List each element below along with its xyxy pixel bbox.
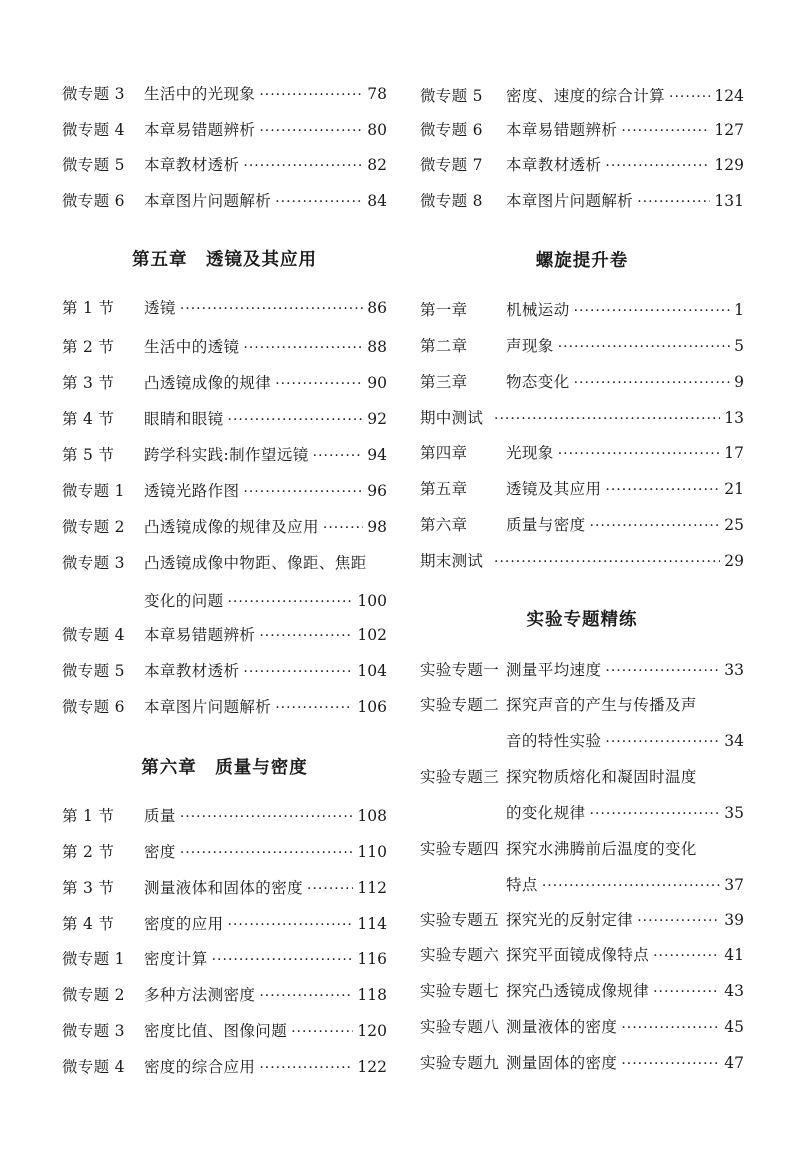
entry-page-number: 21 [724, 480, 744, 498]
entry-label: 第二章 [420, 337, 468, 355]
section-heading: 螺旋提升卷 [535, 251, 629, 271]
entry-title-continued: 的变化规律 [506, 804, 586, 822]
entry-page-number: 47 [724, 1054, 744, 1072]
entry-label: 微专题 7 [420, 156, 483, 174]
entry-page-number: 104 [357, 662, 387, 680]
entry-label: 微专题 6 [62, 698, 125, 716]
entry-page-number: 82 [367, 156, 387, 174]
entry-label: 第 1 节 [62, 807, 115, 825]
leader-dots [259, 626, 353, 646]
entry-title: 声现象 [506, 337, 554, 355]
entry-title: 生活中的透镜 [144, 338, 240, 356]
entry-title: 探究凸透镜成像规律 [506, 982, 650, 1000]
entry-page-number: 1 [734, 301, 744, 319]
entry-title: 本章教材透析 [144, 156, 240, 174]
entry-label: 微专题 3 [62, 554, 125, 572]
leader-dots [291, 1022, 353, 1042]
entry-title: 本章图片问题解析 [506, 192, 634, 210]
entry-page-number: 33 [724, 661, 744, 679]
entry-label: 期末测试 [420, 552, 484, 570]
section-heading: 实验专题精练 [526, 610, 638, 630]
entry-title: 凸透镜成像的规律 [144, 374, 272, 392]
entry-title: 本章教材透析 [144, 662, 240, 680]
entry-page-number: 118 [357, 986, 387, 1004]
entry-label: 第 3 节 [62, 879, 115, 897]
section-heading: 第五章 透镜及其应用 [132, 250, 317, 270]
entry-label: 第 2 节 [62, 843, 115, 861]
entry-label: 微专题 3 [62, 1022, 125, 1040]
entry-page-number: 35 [724, 804, 744, 822]
entry-label: 实验专题九 [420, 1054, 500, 1072]
entry-title: 探究平面镜成像特点 [506, 946, 650, 964]
leader-dots [605, 480, 720, 500]
entry-label: 微专题 5 [62, 156, 125, 174]
leader-dots [494, 409, 720, 429]
entry-page-number: 86 [367, 299, 387, 317]
entry-page-number: 96 [367, 482, 387, 500]
entry-title: 密度比值、图像问题 [144, 1022, 288, 1040]
entry-page-number: 9 [734, 373, 744, 391]
entry-page-number: 110 [357, 843, 387, 861]
entry-title: 凸透镜成像的规律及应用 [144, 518, 319, 536]
leader-dots [259, 121, 363, 141]
leader-dots [558, 444, 721, 464]
entry-label: 微专题 1 [62, 950, 125, 968]
leader-dots [243, 482, 363, 502]
leader-dots [653, 946, 720, 966]
entry-label: 实验专题七 [420, 982, 500, 1000]
entry-label: 实验专题八 [420, 1018, 500, 1036]
entry-title: 本章教材透析 [506, 156, 602, 174]
entry-page-number: 127 [714, 121, 744, 139]
entry-label: 第 2 节 [62, 338, 115, 356]
entry-page-number: 100 [357, 592, 387, 610]
entry-page-number: 122 [357, 1058, 387, 1076]
leader-dots [259, 1058, 353, 1078]
leader-dots [275, 698, 353, 718]
entry-page-number: 98 [367, 518, 387, 536]
leader-dots [494, 552, 720, 572]
entry-page-number: 41 [724, 946, 744, 964]
entry-label: 微专题 5 [62, 662, 125, 680]
entry-label: 微专题 4 [62, 1058, 125, 1076]
entry-page-number: 25 [724, 516, 744, 534]
entry-label: 微专题 2 [62, 986, 125, 1004]
leader-dots [259, 986, 353, 1006]
leader-dots [275, 374, 363, 394]
entry-page-number: 102 [357, 626, 387, 644]
entry-title: 本章图片问题解析 [144, 698, 272, 716]
entry-label: 第四章 [420, 444, 468, 462]
entry-page-number: 131 [714, 192, 744, 210]
leader-dots [259, 85, 363, 105]
leader-dots [605, 732, 720, 752]
entry-page-number: 94 [367, 446, 387, 464]
entry-title: 光现象 [506, 444, 554, 462]
entry-label: 微专题 1 [62, 482, 125, 500]
entry-title: 透镜光路作图 [144, 482, 240, 500]
entry-label: 实验专题四 [420, 840, 500, 858]
leader-dots [605, 156, 710, 176]
entry-page-number: 88 [367, 338, 387, 356]
entry-title-continued: 特点 [506, 876, 538, 894]
entry-title: 探究光的反射定律 [506, 911, 634, 929]
entry-title: 生活中的光现象 [144, 85, 256, 103]
entry-title: 跨学科实践:制作望远镜 [144, 446, 309, 464]
leader-dots [637, 192, 710, 212]
entry-page-number: 5 [734, 337, 744, 355]
leader-dots [558, 337, 730, 357]
entry-title: 探究物质熔化和凝固时温度 [506, 768, 697, 786]
entry-label: 第 4 节 [62, 915, 115, 933]
leader-dots [180, 807, 354, 827]
leader-dots [574, 301, 731, 321]
entry-title: 测量平均速度 [506, 661, 602, 679]
leader-dots [653, 982, 720, 1002]
leader-dots [621, 1018, 720, 1038]
entry-label: 第 4 节 [62, 410, 115, 428]
entry-label: 微专题 3 [62, 85, 125, 103]
entry-label: 第 1 节 [62, 299, 115, 317]
entry-title: 质量 [144, 807, 176, 825]
entry-page-number: 78 [367, 85, 387, 103]
leader-dots [574, 373, 731, 393]
entry-page-number: 43 [724, 982, 744, 1000]
entry-title: 密度 [144, 843, 176, 861]
entry-page-number: 116 [357, 950, 387, 968]
entry-title: 眼睛和眼镜 [144, 410, 224, 428]
entry-label: 第三章 [420, 373, 468, 391]
entry-label: 实验专题二 [420, 696, 500, 714]
entry-title: 本章易错题辨析 [144, 626, 256, 644]
section-heading: 第六章 质量与密度 [141, 758, 308, 778]
leader-dots [605, 661, 720, 681]
leader-dots [180, 299, 363, 319]
leader-dots [228, 592, 354, 612]
entry-label: 微专题 6 [62, 192, 125, 210]
entry-page-number: 124 [714, 87, 744, 105]
leader-dots [180, 843, 354, 863]
entry-title: 多种方法测密度 [144, 986, 256, 1004]
leader-dots [307, 879, 353, 899]
entry-title: 本章易错题辨析 [144, 121, 256, 139]
entry-title: 测量液体的密度 [506, 1018, 618, 1036]
leader-dots [313, 446, 364, 466]
entry-page-number: 129 [714, 156, 744, 174]
entry-label: 微专题 4 [62, 626, 125, 644]
entry-title-continued: 音的特性实验 [506, 732, 602, 750]
entry-page-number: 37 [724, 876, 744, 894]
entry-page-number: 17 [724, 444, 744, 462]
entry-label: 微专题 2 [62, 518, 125, 536]
leader-dots [590, 804, 721, 824]
entry-title: 物态变化 [506, 373, 570, 391]
leader-dots [323, 518, 363, 538]
entry-label: 实验专题六 [420, 946, 500, 964]
entry-title: 本章图片问题解析 [144, 192, 272, 210]
entry-page-number: 106 [357, 698, 387, 716]
entry-title: 密度的综合应用 [144, 1058, 256, 1076]
entry-label: 第 5 节 [62, 446, 115, 464]
entry-label: 实验专题五 [420, 911, 500, 929]
entry-page-number: 92 [367, 410, 387, 428]
entry-label: 微专题 5 [420, 87, 483, 105]
leader-dots [243, 338, 363, 358]
entry-title: 密度计算 [144, 950, 208, 968]
leader-dots [212, 950, 354, 970]
entry-label: 期中测试 [420, 409, 484, 427]
leader-dots [542, 876, 720, 896]
entry-title: 测量固体的密度 [506, 1054, 618, 1072]
entry-title: 测量液体和固体的密度 [144, 879, 304, 897]
leader-dots [621, 1054, 720, 1074]
leader-dots [275, 192, 363, 212]
leader-dots [637, 911, 720, 931]
entry-page-number: 84 [367, 192, 387, 210]
entry-title: 密度的应用 [144, 915, 224, 933]
entry-label: 实验专题一 [420, 661, 500, 679]
entry-page-number: 108 [357, 807, 387, 825]
entry-page-number: 39 [724, 911, 744, 929]
entry-title: 质量与密度 [506, 516, 586, 534]
entry-title: 凸透镜成像中物距、像距、焦距 [144, 554, 367, 572]
entry-page-number: 45 [724, 1018, 744, 1036]
entry-label: 第五章 [420, 480, 468, 498]
entry-title: 密度、速度的综合计算 [506, 87, 666, 105]
entry-title: 透镜及其应用 [506, 480, 602, 498]
entry-title-continued: 变化的问题 [144, 592, 224, 610]
entry-title: 透镜 [144, 299, 176, 317]
leader-dots [228, 915, 354, 935]
entry-page-number: 80 [367, 121, 387, 139]
entry-label: 微专题 4 [62, 121, 125, 139]
leader-dots [243, 662, 353, 682]
entry-page-number: 90 [367, 374, 387, 392]
leader-dots [590, 516, 721, 536]
entry-label: 第 3 节 [62, 374, 115, 392]
entry-page-number: 34 [724, 732, 744, 750]
entry-title: 探究声音的产生与传播及声 [506, 696, 697, 714]
leader-dots [669, 87, 710, 107]
entry-page-number: 112 [357, 879, 387, 897]
leader-dots [228, 410, 364, 430]
entry-label: 实验专题三 [420, 768, 500, 786]
entry-page-number: 29 [724, 552, 744, 570]
leader-dots [243, 156, 363, 176]
entry-page-number: 13 [724, 409, 744, 427]
entry-page-number: 120 [357, 1022, 387, 1040]
entry-title: 探究水沸腾前后温度的变化 [506, 840, 697, 858]
leader-dots [621, 121, 710, 141]
entry-page-number: 114 [357, 915, 387, 933]
entry-label: 微专题 8 [420, 192, 483, 210]
entry-title: 本章易错题辨析 [506, 121, 618, 139]
entry-label: 第一章 [420, 301, 468, 319]
entry-title: 机械运动 [506, 301, 570, 319]
entry-label: 第六章 [420, 516, 468, 534]
entry-label: 微专题 6 [420, 121, 483, 139]
